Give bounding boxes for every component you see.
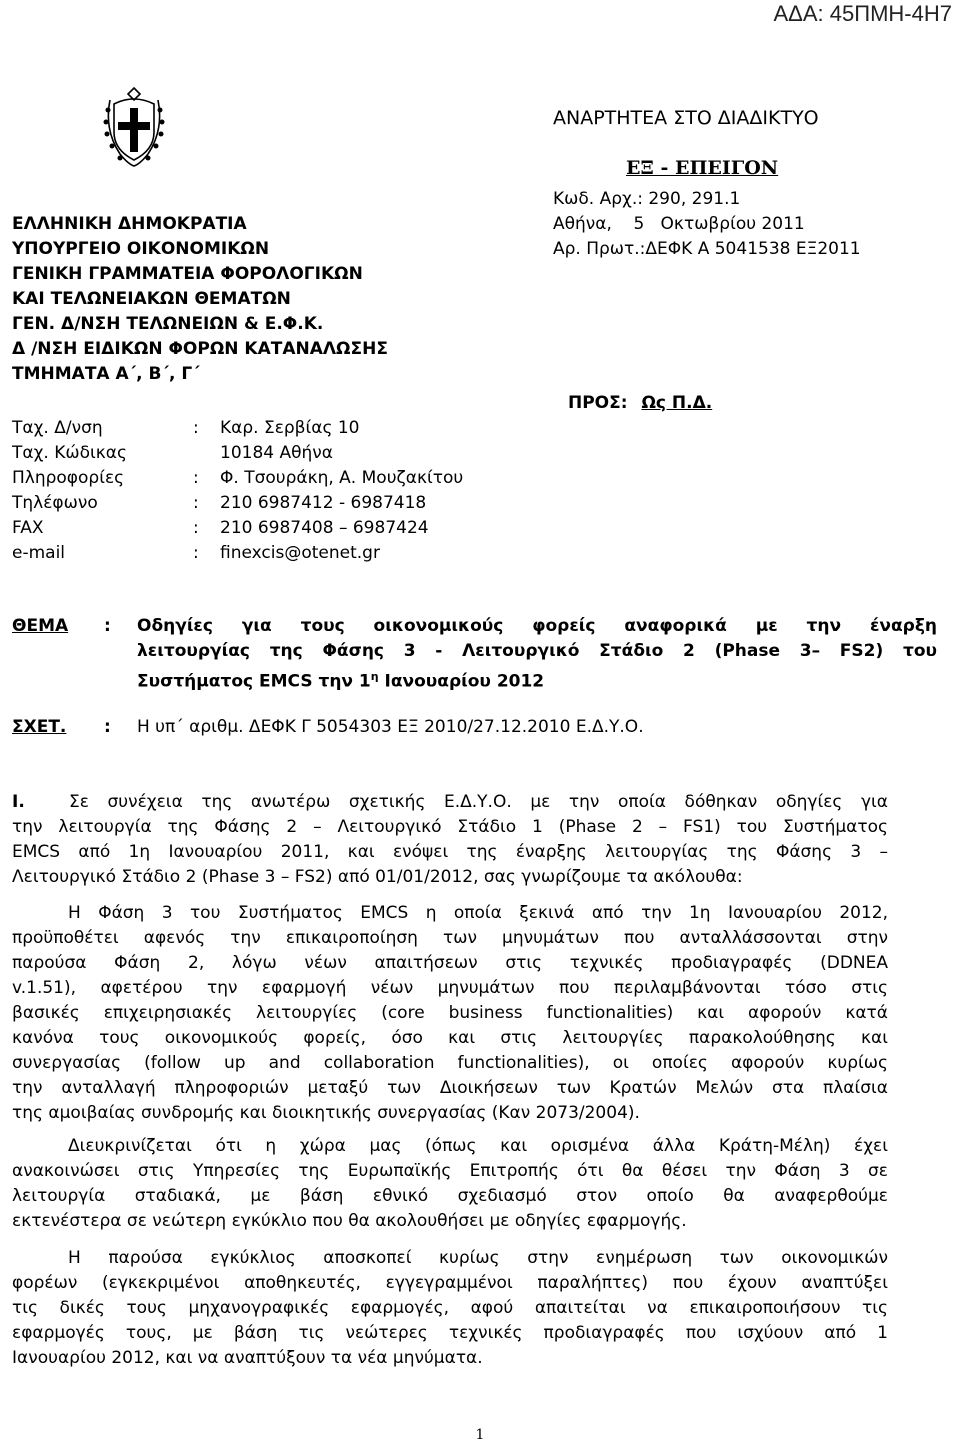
- archive-code: Κωδ. Αρχ.: 290, 291.1: [553, 189, 741, 209]
- contact-value: 210 6987412 - 6987418: [220, 493, 427, 513]
- email-link[interactable]: finexcis@otenet.gr: [220, 543, 380, 563]
- contact-row: [12, 416, 463, 441]
- paragraph-intro: [12, 790, 888, 890]
- text-line: Διευκρινίζεται ότι η χώρα μας (όπως και ορισμένα άλλα Κράτη-Μέλη) έχει: [68, 1136, 888, 1156]
- contact-value: 10184 Αθήνα: [220, 443, 333, 463]
- contact-sep: :: [193, 468, 199, 488]
- reference-value: Η υπ΄ αριθμ. ΔΕΦΚ Γ 5054303 ΕΞ 2010/27.12.2010 Ε.Δ.Υ.Ο.: [137, 717, 644, 737]
- subject-block: [12, 614, 937, 695]
- contact-row: [12, 491, 463, 516]
- text-line: κανόνα τους οικονομικούς φορείς, όσο και στις λειτουργίες παρακολούθησης και: [12, 1028, 888, 1048]
- contact-label: Πληροφορίες: [12, 468, 125, 488]
- subject-label: ΘΕΜΑ: [12, 616, 69, 636]
- issuer-line: ΕΛΛΗΝΙΚΗ ΔΗΜΟΚΡΑΤΙΑ: [12, 214, 247, 234]
- paragraph-phase3: [12, 901, 888, 1126]
- protocol-number: Αρ. Πρωτ.:ΔΕΦΚ Α 5041538 ΕΞ2011: [553, 239, 861, 259]
- contact-sep: [193, 441, 220, 466]
- post-notice: ΑΝΑΡΤΗΤΕΑ ΣΤΟ ΔΙΑΔΙΚΤΥΟ: [553, 107, 819, 129]
- subject-line: Συστήματος EMCS την $1^\eta$ Ιανουαρίου 2012: [137, 670, 545, 692]
- contact-value: Φ. Τσουράκη, Α. Μουζακίτου: [220, 468, 464, 488]
- reference-label: ΣΧΕΤ.: [12, 717, 67, 737]
- issuer-line: ΤΜΗΜΑΤΑ Α΄, Β΄, Γ΄: [12, 364, 200, 384]
- recipient-value: Ως Π.Δ.: [641, 393, 713, 413]
- contact-value: Καρ. Σερβίας 10: [220, 418, 360, 438]
- contact-row: [12, 466, 463, 491]
- paragraph-clarification: [12, 1134, 888, 1234]
- text-line: εκτενέστερα σε νεώτερη εγκύκλιο που θα ακολουθήσει με οδηγίες εφαρμογής.: [12, 1211, 687, 1231]
- text-line: την λειτουργία της Φάσης 2 – Λειτουργικό Στάδιο 1 (Phase 2 – FS1) του Συστήματος: [12, 817, 888, 837]
- text-line: EMCS από 1η Ιανουαρίου 2011, και ενόψει της έναρξης λειτουργίας της Φάσης 3 –: [12, 842, 888, 862]
- contact-sep: :: [193, 418, 199, 438]
- contact-sep: :: [193, 518, 199, 538]
- subject-line: λειτουργίας της Φάσης 3 - Λειτουργικό Στάδιο 2 (Phase 3– FS2) του: [137, 641, 937, 661]
- ref-block: [553, 187, 861, 262]
- text-line: v.1.51), αφετέρου την εφαρμογή νέων μηνυμάτων που περιλαμβάνονται τόσο στις: [12, 978, 888, 998]
- text-line: βασικές επιχειρησιακές λειτουργίες (core business functionalities) και αφορούν κατά: [12, 1003, 888, 1023]
- contact-label: FAX: [12, 518, 44, 538]
- paragraph-purpose: [12, 1246, 888, 1371]
- subject-sep: :: [104, 616, 111, 636]
- text-line: φορέων (εγκεκριμένοι αποθηκευτές, εγγεγραμμένοι παραλήπτες) που έχουν αναπτύξει: [12, 1273, 888, 1293]
- subject-line: Οδηγίες για τους οικονομικούς φορείς αναφορικά με την έναρξη: [137, 616, 937, 636]
- contact-label: Τηλέφωνο: [12, 493, 98, 513]
- contact-label: Ταχ. Δ/νση: [12, 418, 103, 438]
- contact-value: 210 6987408 – 6987424: [220, 518, 429, 538]
- contact-row: [12, 541, 463, 566]
- text-line: Ιανουαρίου 2012, και να αναπτύξουν τα νέα μηνύματα.: [12, 1348, 483, 1368]
- section-marker: Ι.: [12, 792, 25, 812]
- text-line: την ανταλλαγή πληροφοριών μεταξύ των Διοικήσεων των Κρατών Μελών στα πλαίσια: [12, 1078, 888, 1098]
- issuer-line: ΓΕΝΙΚΗ ΓΡΑΜΜΑΤΕΙΑ ΦΟΡΟΛΟΓΙΚΩΝ: [12, 264, 363, 284]
- contact-details: [12, 416, 463, 566]
- date-line: Αθήνα, 5 Οκτωβρίου 2011: [553, 214, 805, 234]
- ada-code: ΑΔΑ: 45ΠΜΗ-4Η7: [773, 1, 952, 26]
- text-line: συνεργασίας (follow up and collaboration functionalities), οι οποίες αφορούν κυρίως: [12, 1053, 888, 1073]
- issuer-block: [12, 212, 388, 387]
- issuer-line: ΥΠΟΥΡΓΕΙΟ ΟΙΚΟΝΟΜΙΚΩΝ: [12, 239, 270, 259]
- subject-text: [137, 614, 937, 695]
- text-line: ανακοινώσει στις Υπηρεσίες της Ευρωπαϊκής Επιτροπής ότι θα θέσει την Φάση 3 σε: [12, 1161, 888, 1181]
- reference-block: [12, 715, 644, 740]
- urgency-label: ΕΞ - ΕΠΕΙΓΟΝ: [626, 157, 779, 179]
- text-line: Λειτουργικό Στάδιο 2 (Phase 3 – FS2) από 01/01/2012, σας γνωρίζουμε τα ακόλουθα:: [12, 867, 743, 887]
- issuer-line: ΓΕΝ. Δ/ΝΣΗ ΤΕΛΩΝΕΙΩΝ & Ε.Φ.Κ.: [12, 314, 324, 334]
- contact-sep: :: [193, 493, 199, 513]
- recipient-label: ΠΡΟΣ:: [568, 393, 628, 413]
- contact-label: e-mail: [12, 543, 66, 563]
- text-line: της αμοιβαίας συνδρομής και διοικητικής συνεργασίας (Καν 2073/2004).: [12, 1103, 640, 1123]
- text-line: Η παρούσα εγκύκλιος αποσκοπεί κυρίως στην ενημέρωση των οικονομικών: [68, 1248, 888, 1268]
- page-number: 1: [475, 1427, 485, 1443]
- contact-sep: :: [193, 543, 199, 563]
- text-line: λειτουργία σταδιακά, με βάση εθνικό σχεδιασμό στον οποίο θα αναφερθούμε: [12, 1186, 888, 1206]
- contact-label: Ταχ. Κώδικας: [12, 443, 127, 463]
- recipient: [568, 391, 712, 416]
- text-line: παρούσα Φάση 2, λόγω νέων απαιτήσεων στις τεχνικές προδιαγραφές (DDNEA: [12, 953, 888, 973]
- text-line: τις δικές τους μηχανογραφικές εφαρμογές, αφού απαιτείται να επικαιροποιήσουν τις: [12, 1298, 888, 1318]
- reference-sep: :: [104, 717, 111, 737]
- issuer-line: ΚΑΙ ΤΕΛΩΝΕΙΑΚΩΝ ΘΕΜΑΤΩΝ: [12, 289, 291, 309]
- contact-row: [12, 441, 463, 466]
- greek-emblem-icon: [100, 86, 168, 168]
- text-line: Σε συνέχεια της ανωτέρω σχετικής Ε.Δ.Υ.Ο. με την οποία δόθηκαν οδηγίες για: [69, 792, 888, 812]
- text-line: Η Φάση 3 του Συστήματος EMCS η οποία ξεκινά από την 1η Ιανουαρίου 2012,: [68, 903, 888, 923]
- text-line: προϋποθέτει αφενός την επικαιροποίηση των μηνυμάτων που ανταλλάσσονται στην: [12, 928, 888, 948]
- text-line: εφαρμογές τους, με βάση τις νεώτερες τεχνικές προδιαγραφές που ισχύουν από 1: [12, 1323, 888, 1343]
- issuer-line: Δ /ΝΣΗ ΕΙΔΙΚΩΝ ΦΟΡΩΝ ΚΑΤΑΝΑΛΩΣΗΣ: [12, 339, 388, 359]
- contact-row: [12, 516, 463, 541]
